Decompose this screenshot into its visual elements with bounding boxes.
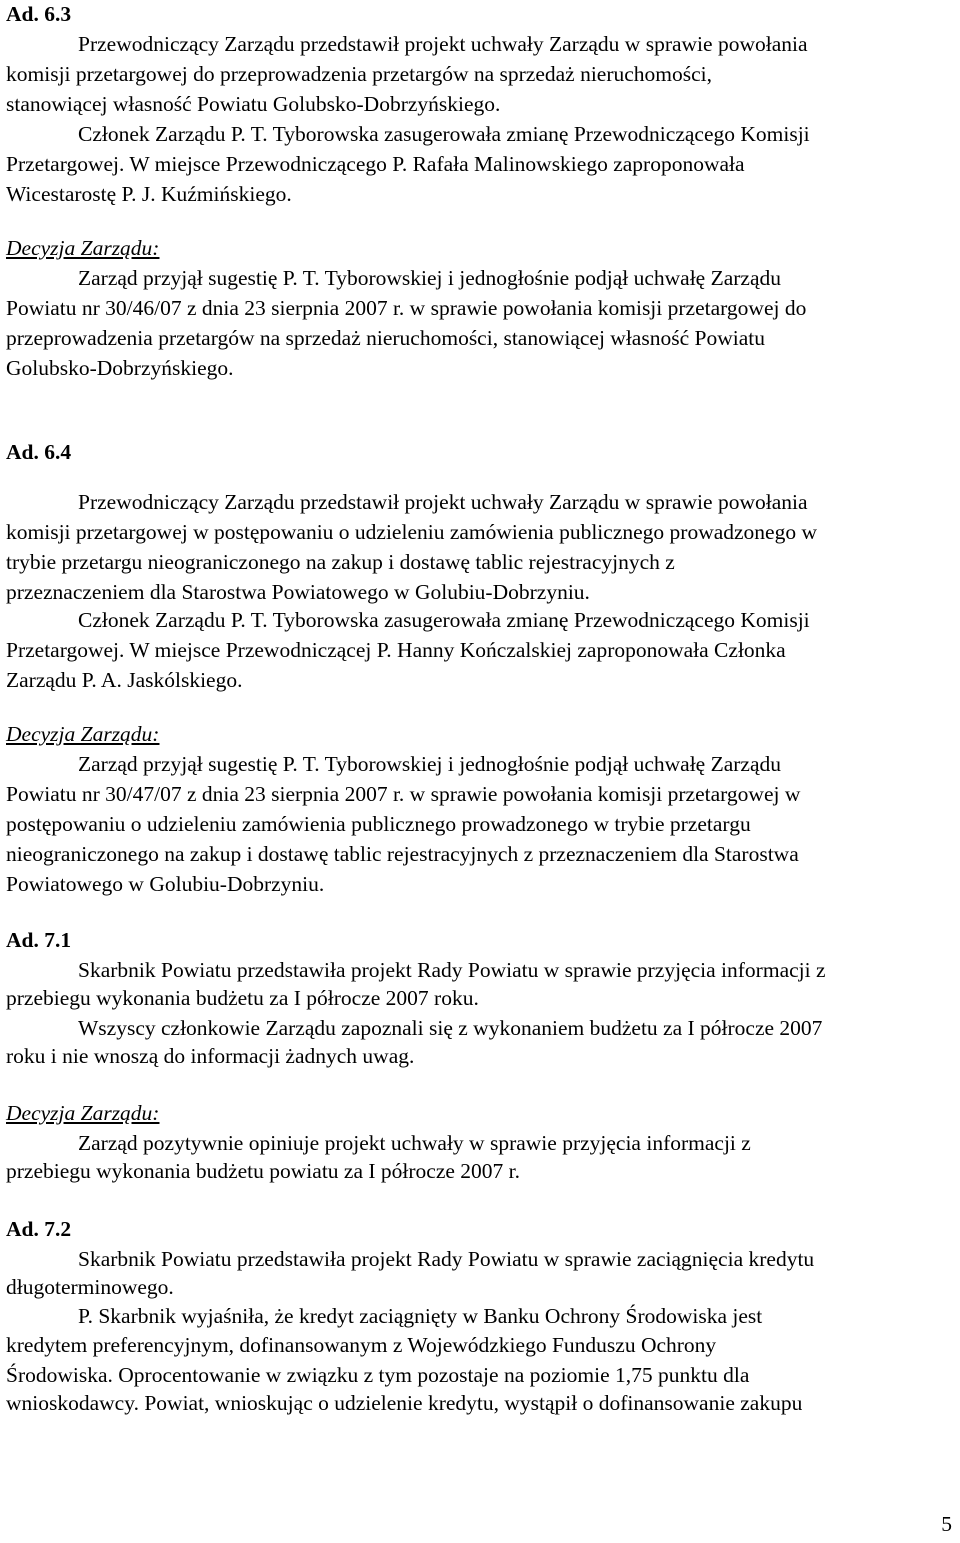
paragraph-line: Skarbnik Powiatu przedstawiła projekt Rady Powiatu w sprawie przyjęcia informacji z xyxy=(78,958,826,982)
section-heading: Ad. 7.2 xyxy=(6,1217,72,1241)
paragraph-line: Wszyscy członkowie Zarządu zapoznali się z wykonaniem budżetu za I półrocze 2007 xyxy=(78,1016,823,1040)
section-heading: Ad. 6.4 xyxy=(6,440,72,464)
paragraph-line: długoterminowego. xyxy=(6,1275,174,1299)
paragraph-line: Przetargowej. W miejsce Przewodniczącego P. Rafała Malinowskiego zaproponowała xyxy=(6,152,745,176)
paragraph-line: Przewodniczący Zarządu przedstawił projekt uchwały Zarządu w sprawie powołania xyxy=(78,32,808,56)
paragraph-line: roku i nie wnoszą do informacji żadnych uwag. xyxy=(6,1044,415,1068)
decision-label: Decyzja Zarządu: xyxy=(6,1101,160,1125)
paragraph-line: stanowiącej własność Powiatu Golubsko-Dobrzyńskiego. xyxy=(6,92,501,116)
decision-line: Powiatu nr 30/47/07 z dnia 23 sierpnia 2007 r. w sprawie powołania komisji przetargowej w xyxy=(6,782,801,806)
section-heading: Ad. 7.1 xyxy=(6,928,72,952)
paragraph-line: Członek Zarządu P. T. Tyborowska zasugerowała zmianę Przewodniczącego Komisji xyxy=(78,122,810,146)
page-number: 5 xyxy=(941,1512,952,1536)
decision-line: Zarząd przyjął sugestię P. T. Tyborowskiej i jednogłośnie podjął uchwałę Zarządu xyxy=(78,266,782,290)
decision-line: przeprowadzenia przetargów na sprzedaż nieruchomości, stanowiącej własność Powiatu xyxy=(6,326,765,350)
paragraph-line: komisji przetargowej w postępowaniu o udzieleniu zamówienia publicznego prowadzonego w xyxy=(6,520,817,544)
decision-line: Powiatowego w Golubiu-Dobrzyniu. xyxy=(6,872,325,896)
decision-line: przebiegu wykonania budżetu powiatu za I półrocze 2007 r. xyxy=(6,1159,521,1183)
decision-line: nieograniczonego na zakup i dostawę tablic rejestracyjnych z przeznaczeniem dla Starostwa xyxy=(6,842,799,866)
paragraph-line: wnioskodawcy. Powiat, wnioskując o udzielenie kredytu, wystąpił o dofinansowanie zakupu xyxy=(6,1391,803,1415)
paragraph-line: Zarządu P. A. Jaskólskiego. xyxy=(6,668,243,692)
paragraph-line: komisji przetargowej do przeprowadzenia przetargów na sprzedaż nieruchomości, xyxy=(6,62,713,86)
decision-line: Zarząd przyjął sugestię P. T. Tyborowskiej i jednogłośnie podjął uchwałę Zarządu xyxy=(78,752,782,776)
paragraph-line: kredytem preferencyjnym, dofinansowanym z Wojewódzkiego Funduszu Ochrony xyxy=(6,1333,717,1357)
paragraph-line: Środowiska. Oprocentowanie w związku z tym pozostaje na poziomie 1,75 punktu dla xyxy=(6,1363,750,1387)
decision-label: Decyzja Zarządu: xyxy=(6,236,160,260)
paragraph-line: Przetargowej. W miejsce Przewodniczącej P. Hanny Kończalskiej zaproponowała Członka xyxy=(6,638,786,662)
paragraph-line: Członek Zarządu P. T. Tyborowska zasugerowała zmianę Przewodniczącego Komisji xyxy=(78,608,810,632)
paragraph-line: Wicestarostę P. J. Kuźmińskiego. xyxy=(6,182,292,206)
paragraph-line: przebiegu wykonania budżetu za I półrocze 2007 roku. xyxy=(6,986,479,1010)
section-heading: Ad. 6.3 xyxy=(6,2,72,26)
paragraph-line: Przewodniczący Zarządu przedstawił projekt uchwały Zarządu w sprawie powołania xyxy=(78,490,808,514)
decision-label: Decyzja Zarządu: xyxy=(6,722,160,746)
paragraph-line: P. Skarbnik wyjaśniła, że kredyt zaciągnięty w Banku Ochrony Środowiska jest xyxy=(78,1304,763,1328)
paragraph-line: trybie przetargu nieograniczonego na zakup i dostawę tablic rejestracyjnych z xyxy=(6,550,675,574)
decision-line: Powiatu nr 30/46/07 z dnia 23 sierpnia 2007 r. w sprawie powołania komisji przetargowej do xyxy=(6,296,807,320)
paragraph-line: Skarbnik Powiatu przedstawiła projekt Rady Powiatu w sprawie zaciągnięcia kredytu xyxy=(78,1247,815,1271)
paragraph-line: przeznaczeniem dla Starostwa Powiatowego w Golubiu-Dobrzyniu. xyxy=(6,580,590,604)
decision-line: postępowaniu o udzieleniu zamówienia publicznego prowadzonego w trybie przetargu xyxy=(6,812,751,836)
decision-line: Golubsko-Dobrzyńskiego. xyxy=(6,356,234,380)
decision-line: Zarząd pozytywnie opiniuje projekt uchwały w sprawie przyjęcia informacji z xyxy=(78,1131,751,1155)
